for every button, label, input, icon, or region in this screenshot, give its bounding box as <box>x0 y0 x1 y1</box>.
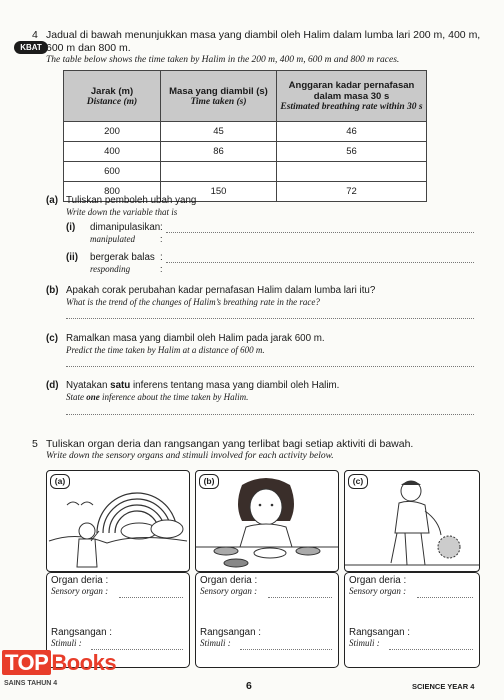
topbooks-logo: TOP Books <box>2 650 116 676</box>
stimuli-label-a: Rangsangan : <box>51 627 113 638</box>
question-4-text: Jadual di bawah menunjukkan masa yang diambil oleh Halim dalam lumba lari 200 m, 400 m, <box>46 29 481 41</box>
part-d-english: State one inference about the time taken by Halim. <box>66 392 249 402</box>
stimuli-label-c-en: Stimuli : <box>349 638 380 648</box>
question-4-number: 4 <box>32 29 38 41</box>
part-d-text: Nyatakan satu inferens tentang masa yang diambil oleh Halim. <box>66 380 340 391</box>
part-d-label: (d) <box>46 380 59 391</box>
footer-left: SAINS TAHUN 4 <box>4 680 58 687</box>
part-a-ii-label: (ii) <box>66 252 78 263</box>
header-distance: Jarak (m) Distance (m) <box>64 71 161 122</box>
part-b-english: What is the trend of the changes of Halim’s breathing rate in the race? <box>66 297 320 307</box>
answer-line-b[interactable] <box>66 318 474 319</box>
question-4-english: The table below shows the time taken by Halim in the 200 m, 400 m, 600 m and 800 m races. <box>46 55 400 65</box>
part-b-label: (b) <box>46 285 59 296</box>
part-c-english: Predict the time taken by Halim at a distance of 600 m. <box>66 345 265 355</box>
stimuli-label-a-en: Stimuli : <box>51 638 82 648</box>
table-row: 400 86 56 <box>64 142 427 162</box>
question-5-number: 5 <box>32 438 38 450</box>
activity-panel-a <box>46 470 190 572</box>
header-time: Masa yang diambil (s) Time taken (s) <box>161 71 277 122</box>
question-5-english: Write down the sensory organs and stimuli involved for each activity below. <box>46 451 334 461</box>
data-table <box>63 70 427 202</box>
part-a-ii-text: bergerak balas <box>90 252 155 263</box>
activity-panel-c <box>344 470 480 572</box>
table-row: 200 45 46 <box>64 122 427 142</box>
organ-label-b-en: Sensory organ : <box>200 586 258 596</box>
answer-box-b[interactable] <box>195 572 339 668</box>
answer-line-c[interactable] <box>66 366 474 367</box>
question-4-text-cont: 600 m dan 800 m. <box>46 42 131 54</box>
answer-cell-time-600[interactable] <box>161 162 277 182</box>
organ-label-c-en: Sensory organ : <box>349 586 407 596</box>
part-a-text: Tuliskan pemboleh ubah yang <box>66 195 197 206</box>
panel-c-tag: (c) <box>348 474 368 489</box>
organ-label-b: Organ deria : <box>200 575 258 586</box>
answer-box-c[interactable] <box>344 572 480 668</box>
part-c-text: Ramalkan masa yang diambil oleh Halim pada jarak 600 m. <box>66 333 325 344</box>
stimuli-label-b: Rangsangan : <box>200 627 262 638</box>
page-number: 6 <box>246 680 252 692</box>
footer-right: SCIENCE YEAR 4 <box>412 682 475 691</box>
organ-label-a: Organ deria : <box>51 575 109 586</box>
answer-line-a-i[interactable] <box>166 232 474 233</box>
panel-b-tag: (b) <box>199 474 219 489</box>
part-a-label: (a) <box>46 195 58 206</box>
question-5-text: Tuliskan organ deria dan rangsangan yang terlibat bagi setiap aktiviti di bawah. <box>46 438 414 450</box>
answer-line-a-ii[interactable] <box>166 262 474 263</box>
answer-line-d[interactable] <box>66 414 474 415</box>
kbat-badge: KBAT <box>14 41 48 54</box>
table-row: 800 150 72 <box>64 182 427 202</box>
part-a-ii-english: responding <box>90 264 131 274</box>
part-a-english: Write down the variable that is <box>66 207 178 217</box>
organ-label-a-en: Sensory organ : <box>51 586 109 596</box>
activity-panel-b <box>195 470 339 572</box>
part-a-i-text: dimanipulasikan <box>90 222 161 233</box>
panel-a-tag: (a) <box>50 474 70 489</box>
stimuli-label-b-en: Stimuli : <box>200 638 231 648</box>
part-c-label: (c) <box>46 333 58 344</box>
part-b-text: Apakah corak perubahan kadar pernafasan Halim dalam lumba lari itu? <box>66 285 376 296</box>
table-row: 600 <box>64 162 427 182</box>
part-a-i-label: (i) <box>66 222 76 233</box>
organ-label-c: Organ deria : <box>349 575 407 586</box>
part-a-i-english: manipulated <box>90 234 135 244</box>
header-breathing: Anggaran kadar pernafasan dalam masa 30 s Estimated breathing rate within 30 s <box>277 71 427 122</box>
stimuli-label-c: Rangsangan : <box>349 627 411 638</box>
